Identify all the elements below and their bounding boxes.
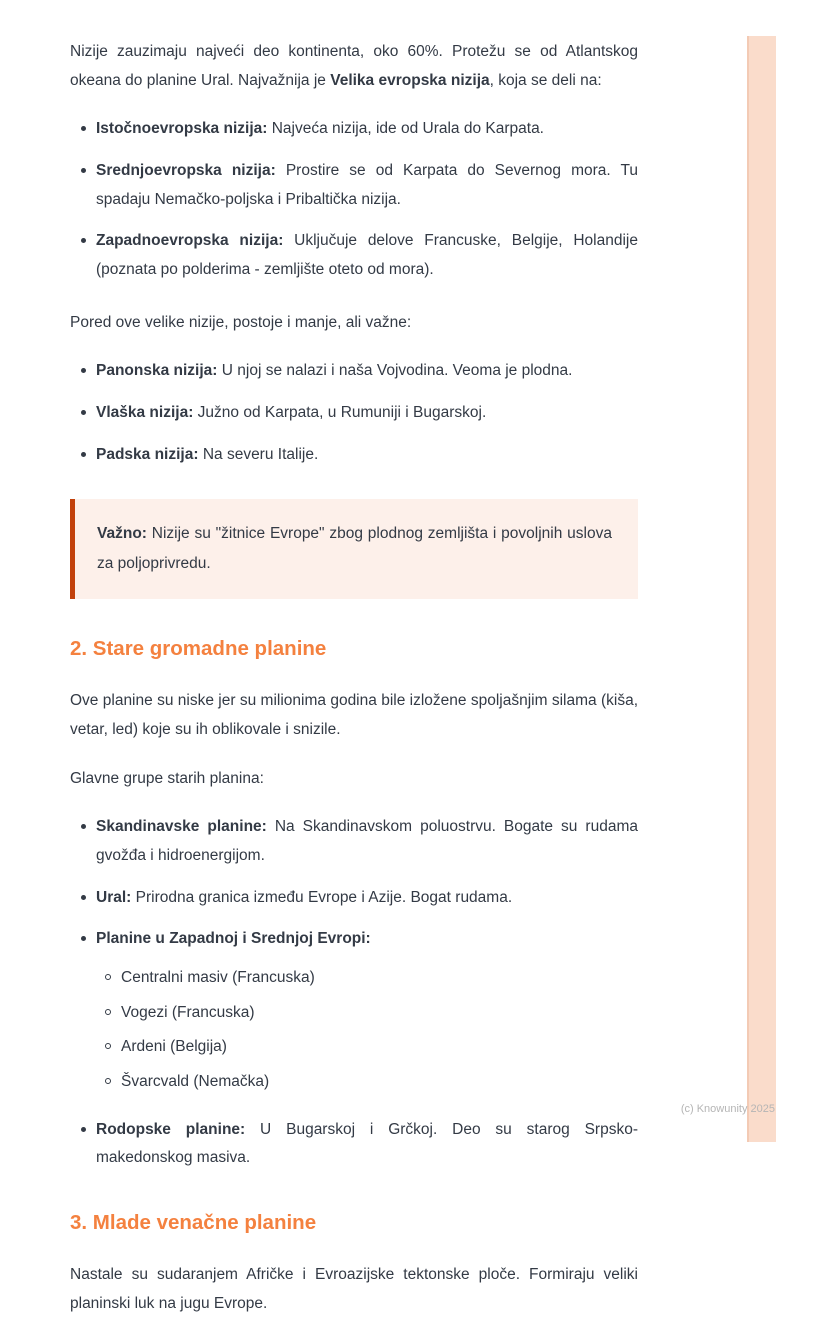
item-body: U Bugarskoj i Grčkoj. Deo su starog Srpsko-makedonskog masiva.: [96, 1120, 638, 1167]
item-label: Srednjoevropska nizija:: [96, 162, 276, 180]
list-item: [70, 399, 638, 428]
old-mountains-intro: Ove planine su niske jer su milionima godina bile izložene spoljašnjim silama (kiša, vetar, led) koje su ih oblikovale i snizile.: [70, 692, 638, 738]
old-mountains-list: [70, 813, 638, 1173]
circle-bullet-icon: [105, 1043, 111, 1049]
list-item-text: [96, 157, 638, 214]
intro-paragraph: [70, 38, 638, 95]
callout-body: Nizije su "žitnice Evrope" zbog plodnog zemljišta i povoljnih uslova za poljoprivredu.: [97, 525, 612, 572]
sublist-item-text: Ardeni (Belgija): [121, 1038, 227, 1056]
section-heading-old-mountains: 2. Stare gromadne planine: [70, 637, 327, 661]
item-label: Rodopske planine:: [96, 1120, 246, 1138]
sublist-item: [96, 964, 638, 993]
item-label: Zapadnoevropska nizija:: [96, 232, 284, 250]
sublist-item: [96, 999, 638, 1028]
bullet-icon: [81, 895, 86, 900]
section-heading-young-mountains: 3. Mlade venačne planine: [70, 1211, 317, 1234]
bullet-icon: [81, 368, 86, 373]
item-body: Na Skandinavskom poluostrvu. Bogate su rudama gvožđa i hidroenergijom.: [96, 818, 638, 864]
smaller-plains-list: [70, 357, 638, 469]
plains-list: [70, 115, 638, 284]
item-label: Padska nizija:: [96, 445, 199, 463]
old-mountains-groups-label: Glavne grupe starih planina:: [70, 769, 264, 787]
watermark: (c) Knowunity 2025: [680, 1103, 775, 1115]
bullet-icon: [81, 452, 86, 457]
item-body: Na severu Italije.: [198, 445, 319, 463]
list-item-text: [96, 925, 638, 1102]
bullet-icon: [81, 238, 86, 243]
page-margin-strip: [747, 36, 776, 1142]
item-body: Prirodna granica između Evrope i Azije. Bogat rudama.: [131, 888, 513, 906]
intro-text-1: Nizije zauzimaju najveći deo kontinenta, oko 60%. Protežu se od Atlantskog okeana do planine Ural. Najvažnija je: [70, 43, 638, 89]
item-label: Istočnoevropska nizija:: [96, 120, 268, 138]
item-body: Prostire se od Karpata do Severnog mora. Tu spadaju Nemačko-poljska i Pribaltička nizija.: [96, 162, 639, 208]
bullet-icon: [81, 410, 86, 415]
list-item-text: [96, 357, 638, 386]
circle-bullet-icon: [105, 1078, 111, 1084]
list-item-text: [96, 884, 638, 913]
list-item-text: [96, 115, 638, 144]
list-item: [70, 1116, 638, 1173]
sublist-item-text: Vogezi (Francuska): [121, 1003, 255, 1021]
important-callout: [70, 499, 638, 599]
item-label: Planine u Zapadnoj i Srednjoj Evropi:: [96, 930, 371, 948]
circle-bullet-icon: [105, 1009, 111, 1015]
bullet-icon: [81, 1127, 86, 1132]
item-label: Panonska nizija:: [96, 362, 218, 380]
list-item: [70, 441, 638, 470]
sublist-item-text: Centralni masiv (Francuska): [121, 968, 315, 986]
callout-text: [97, 519, 612, 578]
list-item-text: [96, 813, 638, 870]
western-central-mountains-sublist: [96, 964, 638, 1097]
document-content: [70, 38, 638, 1338]
list-item-text: [96, 227, 638, 284]
young-mountains-intro: Nastale su sudaranjem Afričke i Evroazijske tektonske ploče. Formiraju veliki planinski luk na jugu Evrope.: [70, 1266, 638, 1312]
sublist-item: [96, 1068, 638, 1097]
item-body: Najveća nizija, ide od Urala do Karpata.: [267, 120, 544, 138]
item-body: U njoj se nalazi i naša Vojvodina. Veoma je plodna.: [217, 362, 573, 380]
list-item: [70, 227, 638, 284]
list-item: [70, 157, 638, 214]
list-item: [70, 925, 638, 1102]
list-item-text: [96, 399, 638, 428]
intro-text-2: , koja se deli na:: [489, 71, 602, 89]
bold-term: Velika evropska nizija: [330, 71, 490, 89]
list-item-text: [96, 441, 638, 470]
item-body: Uključuje delove Francuske, Belgije, Holandije (poznata po polderima - zemljište oteto od mora).: [96, 232, 638, 279]
sublist-item-text: Švarcvald (Nemačka): [121, 1072, 270, 1090]
list-item: [70, 884, 638, 913]
item-label: Skandinavske planine:: [96, 818, 267, 836]
sublist-item: [96, 1033, 638, 1062]
list-item-text: [96, 1116, 638, 1173]
bullet-icon: [81, 936, 86, 941]
bullet-icon: [81, 168, 86, 173]
item-label: Ural:: [96, 888, 132, 906]
smaller-plains-intro: Pored ove velike nizije, postoje i manje, ali važne:: [70, 313, 412, 331]
bullet-icon: [81, 126, 86, 131]
list-item: [70, 115, 638, 144]
bullet-icon: [81, 824, 86, 829]
list-item: [70, 813, 638, 870]
circle-bullet-icon: [105, 974, 111, 980]
list-item: [70, 357, 638, 386]
callout-label: Važno:: [97, 525, 147, 543]
item-label: Vlaška nizija:: [96, 404, 194, 422]
item-body: Južno od Karpata, u Rumuniji i Bugarskoj.: [193, 404, 487, 422]
